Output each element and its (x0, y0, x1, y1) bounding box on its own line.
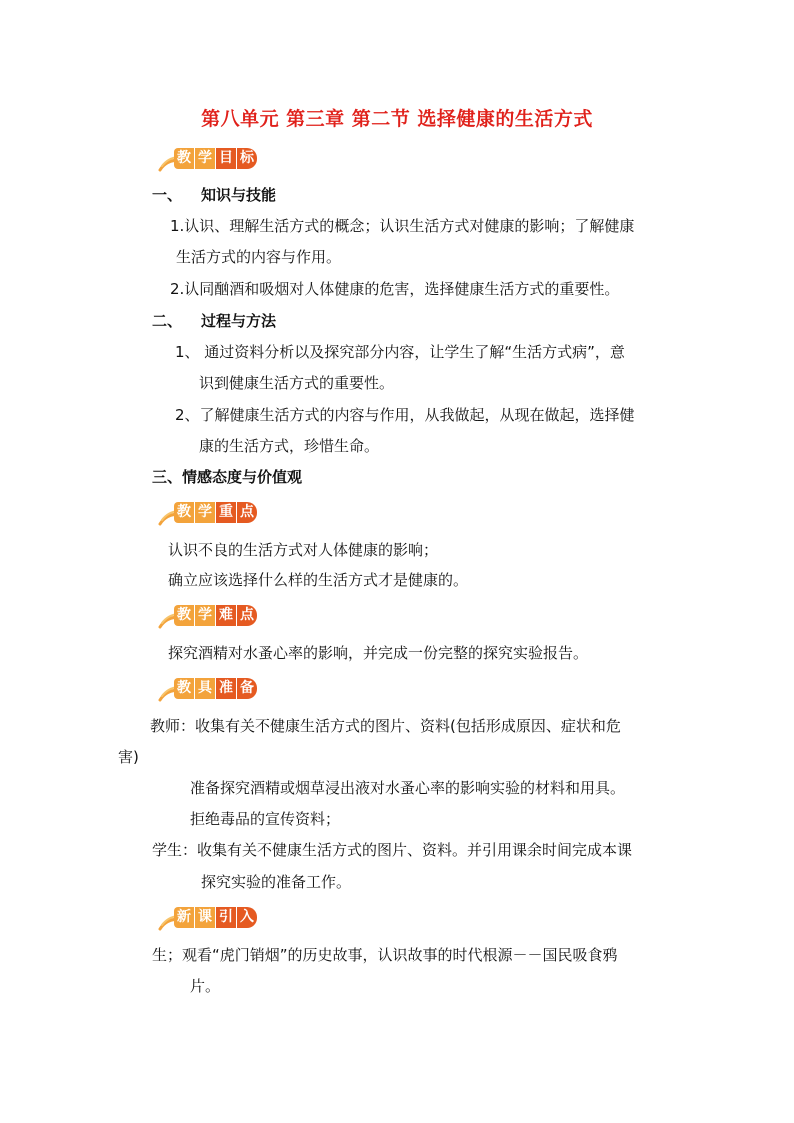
section-badge-key-points (158, 500, 260, 526)
text-line: 1.认识、理解生活方式的概念；认识生活方式对健康的影响；了解健康 (170, 217, 635, 235)
text-line: 探究酒精对水蚤心率的影响，并完成一份完整的探究实验报告。 (168, 644, 589, 662)
section-badge-preparation (158, 676, 260, 702)
text-line: 学生：收集有关不健康生活方式的图片、资料。并引用课余时间完成本课 (152, 841, 633, 859)
badge-char: 教 (174, 502, 194, 523)
text-line: 片。 (190, 977, 221, 995)
badge-char: 重 (216, 502, 236, 523)
badge-char: 学 (195, 605, 215, 626)
section-badge-goals (158, 146, 260, 172)
heading-number: 一、 (152, 186, 183, 204)
text-line: 生；观看“虎门销烟”的历史故事，认识故事的时代根源－－国民吸食鸦 (152, 946, 618, 964)
text-line: 1、 通过资料分析以及探究部分内容，让学生了解“生活方式病”，意 (175, 343, 625, 361)
text-line: 拒绝毒品的宣传资料； (190, 810, 341, 828)
badge-char: 教 (174, 148, 194, 169)
text-line: 2.认同酗酒和吸烟对人体健康的危害，选择健康生活方式的重要性。 (170, 280, 620, 298)
badge-char: 入 (237, 907, 257, 928)
badge-char: 点 (237, 502, 257, 523)
heading-knowledge-skills: 知识与技能 (201, 186, 277, 204)
section-badge-intro (158, 905, 260, 931)
section-badge-difficult-points (158, 603, 260, 629)
badge-char: 学 (195, 148, 215, 169)
badge-char: 难 (216, 605, 236, 626)
badge-char: 具 (195, 678, 215, 699)
badge-char: 标 (237, 148, 257, 169)
badge-char: 教 (174, 605, 194, 626)
text-line: 认识不良的生活方式对人体健康的影响； (168, 541, 439, 559)
text-line: 害) (118, 748, 139, 766)
heading-number: 二、 (152, 312, 183, 330)
text-line: 2、了解健康生活方式的内容与作用，从我做起，从现在做起，选择健 (175, 406, 635, 424)
page-title: 第八单元 第三章 第二节 选择健康的生活方式 (201, 108, 593, 130)
text-line: 康的生活方式，珍惜生命。 (199, 437, 380, 455)
badge-char: 新 (174, 907, 194, 928)
heading-attitude-values: 三、情感态度与价值观 (152, 468, 303, 486)
text-line: 识到健康生活方式的重要性。 (199, 374, 395, 392)
badge-char: 学 (195, 502, 215, 523)
badge-char: 目 (216, 148, 236, 169)
badge-char: 引 (216, 907, 236, 928)
text-line: 生活方式的内容与作用。 (176, 248, 342, 266)
badge-char: 备 (237, 678, 257, 699)
badge-char: 课 (195, 907, 215, 928)
badge-char: 点 (237, 605, 257, 626)
badge-char: 教 (174, 678, 194, 699)
text-line: 准备探究酒精或烟草浸出液对水蚤心率的影响实验的材料和用具。 (190, 779, 626, 797)
badge-char: 准 (216, 678, 236, 699)
text-line: 探究实验的准备工作。 (201, 873, 352, 891)
text-line: 教师：收集有关不健康生活方式的图片、资料(包括形成原因、症状和危 (150, 717, 621, 735)
heading-process-methods: 过程与方法 (201, 312, 277, 330)
text-line: 确立应该选择什么样的生活方式才是健康的。 (168, 571, 469, 589)
